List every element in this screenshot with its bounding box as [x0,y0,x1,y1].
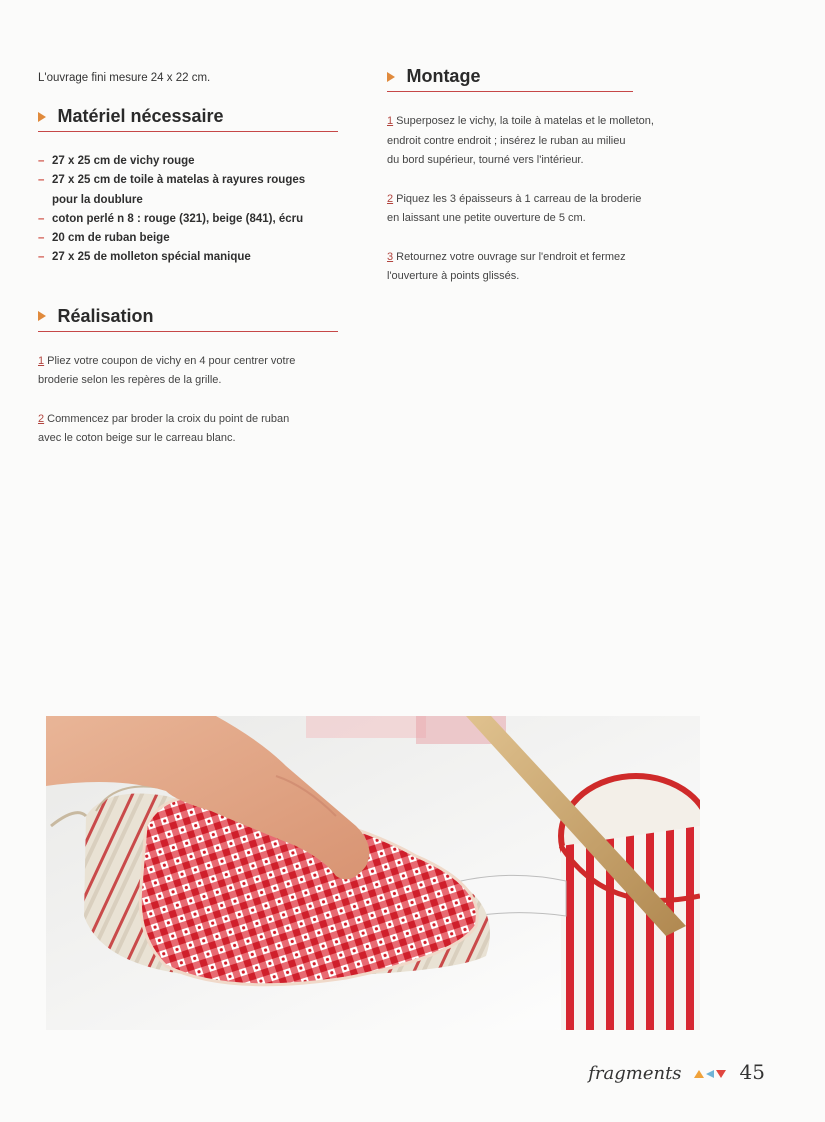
step-number: 1 [387,115,394,127]
materials-item-line: 27 x 25 cm de toile à matelas à rayures rouges [52,174,306,187]
materials-heading [38,106,338,132]
montage-steps [387,112,697,287]
materials-item [38,248,338,267]
dash-marker: – [38,212,45,225]
materials-item [38,171,338,210]
triangles-icon [694,1069,728,1079]
realisation-title: Réalisation [57,305,154,326]
montage-heading [387,66,633,92]
materials-item [38,229,338,248]
arrow-icon [387,72,395,82]
step-line [38,410,338,430]
montage-title: Montage [406,66,481,86]
step-line: du bord supérieur, tourné vers l'intérieur. [387,154,584,166]
materials-list [38,152,338,268]
step-line: avec le coton beige sur le carreau blanc. [38,432,236,445]
dash-marker: – [38,232,45,245]
realisation-heading [38,306,338,332]
intro-text: L'ouvrage fini mesure 24 x 22 cm. [38,72,211,84]
step-line [38,352,338,372]
step-number: 1 [38,354,45,367]
step-text: Retournez votre ouvrage sur l'endroit et fermez [396,250,626,263]
materials-item [38,152,338,171]
montage-step [387,190,697,229]
right-column [387,66,697,306]
step-text: Commencez par broder la croix du point de ruban [47,412,290,425]
materials-title: Matériel nécessaire [57,106,224,126]
brand-name: fragments [588,1063,682,1084]
step-line: endroit contre endroit ; insérez le ruban au milieu [387,134,626,147]
montage-step [387,112,697,171]
step-text: Piquez les 3 épaisseurs à 1 carreau de la broderie [396,192,642,205]
step-text: Pliez votre coupon de vichy en 4 pour centrer votre [47,354,296,367]
arrow-icon [38,112,46,122]
arrow-icon [38,311,46,321]
step-line [387,248,697,268]
left-column [38,72,338,468]
step-text: Superposez le vichy, la toile à matelas et le molleton, [396,115,654,127]
step-line: l'ouverture à points glissés. [387,270,520,282]
step-number: 2 [38,412,45,425]
dash-marker: – [38,251,45,264]
materials-item-line: coton perlé n 8 : rouge (321), beige (841), écru [52,212,304,225]
potholder-illustration [46,716,700,1030]
realisation-step [38,352,338,391]
page-number: 45 [739,1060,765,1084]
page-footer [588,1060,765,1084]
step-line: broderie selon les repères de la grille. [38,374,222,387]
montage-step [387,248,697,287]
realisation-step [38,410,338,449]
materials-item-line: 20 cm de ruban beige [52,232,170,245]
step-line [387,112,697,132]
step-line: en laissant une petite ouverture de 5 cm. [387,212,586,224]
materials-item-line: 27 x 25 cm de vichy rouge [52,155,195,167]
materials-item-line: pour la doublure [52,193,143,206]
step-number: 2 [387,192,394,205]
materials-item [38,210,338,229]
materials-item-line: 27 x 25 de molleton spécial manique [52,251,251,264]
dash-marker: – [38,174,45,187]
realisation-steps [38,352,338,449]
step-line [387,190,697,210]
dash-marker: – [38,155,45,167]
step-number: 3 [387,250,394,263]
potholder-photo [46,716,700,1030]
